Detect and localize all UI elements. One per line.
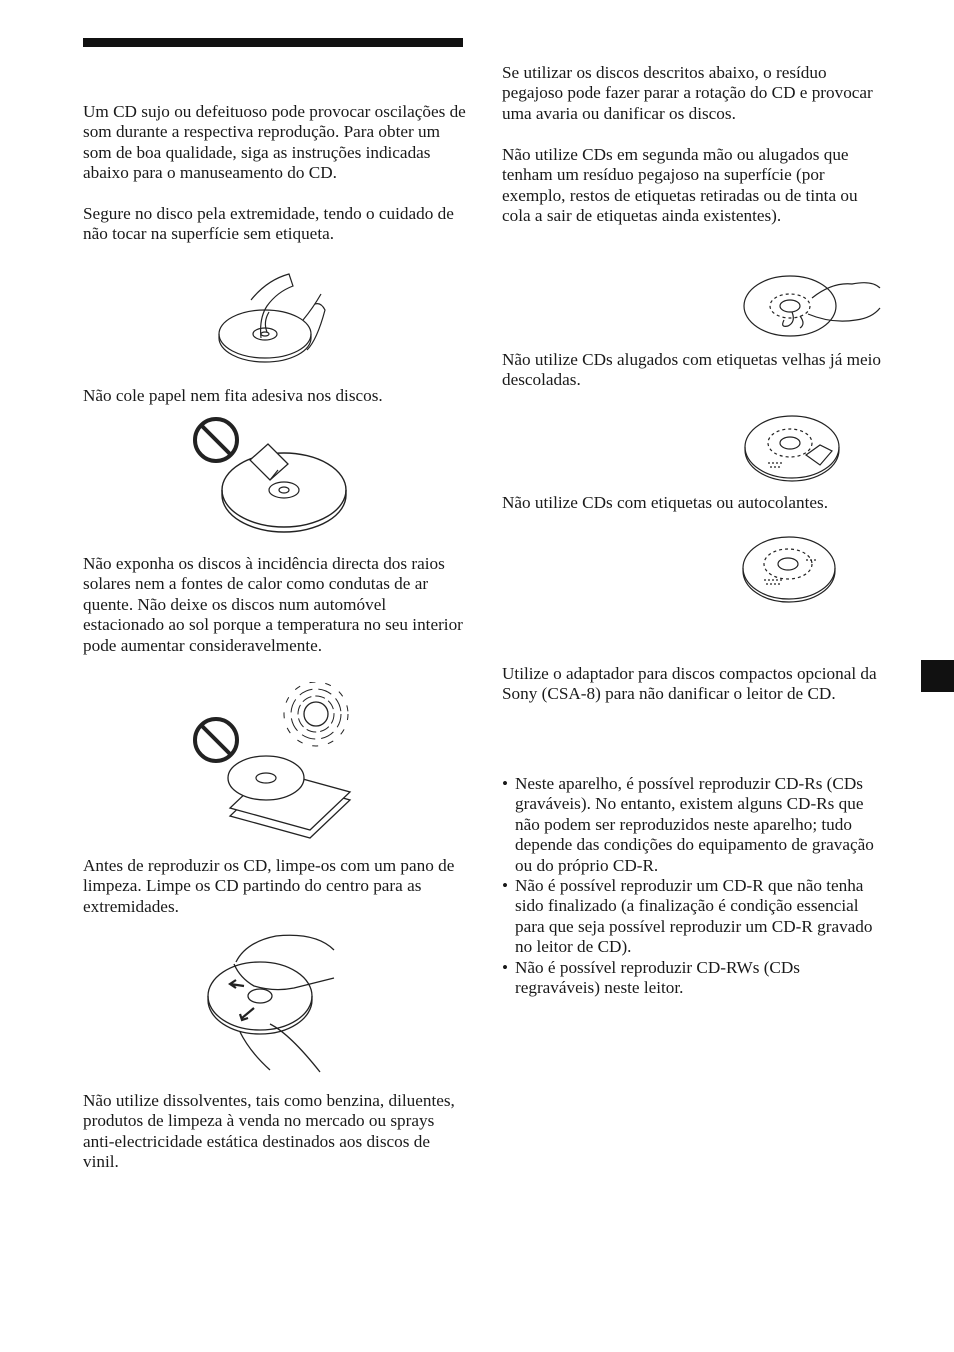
list-item: • Não é possível reproduzir CD-RWs (CDs regraváveis) neste leitor. (502, 958, 887, 999)
no-paper-paragraph: Não cole papel nem fita adesiva nos discos. (83, 386, 383, 405)
sticky-residue-paragraph: Se utilizar os discos descritos abaixo, o resíduo pegajoso pode fazer parar a rotação do CD e provocar uma avaria ou danificar os discos. (502, 63, 873, 123)
hold-disc-illustration (215, 272, 330, 372)
no-tape-illustration (190, 414, 350, 536)
peeling-label-disc-illustration (742, 413, 842, 483)
old-labels-paragraph: Não utilize CDs alugados com etiquetas velhas já meio descoladas. (502, 350, 881, 390)
no-sun-paragraph: Não exponha os discos à incidência directa dos raios solares nem a fontes de calor como condutas de ar quente. Não deixe os discos num automóvel estacionado ao sol porque a temperatura no seu interior pode aumentar consideravelmente. (83, 554, 463, 655)
sticky-disc-illustration (742, 270, 882, 342)
page-edge-tab (921, 660, 954, 692)
no-heat-illustration (190, 682, 360, 840)
intro-paragraph: Um CD sujo ou defeituoso pode provocar oscilações de som durante a respectiva reprodução. Para obter um som de boa qualidade, siga as instruções indicadas abaixo para o manuseamento do CD. (83, 102, 466, 183)
hold-disc-paragraph: Segure no disco pela extremidade, tendo o cuidado de não tocar na superfície sem etiqueta. (83, 204, 454, 244)
clean-disc-illustration (200, 924, 345, 1074)
clean-paragraph: Antes de reproduzir os CD, limpe-os com um pano de limpeza. Limpe os CD partindo do centro para as extremidades. (83, 856, 455, 916)
stickers-paragraph: Não utilize CDs com etiquetas ou autocolantes. (502, 493, 829, 512)
no-solvents-paragraph: Não utilize dissolventes, tais como benzina, diluentes, produtos de limpeza à venda no mercado ou sprays anti-electricidade estática destinados aos discos de vinil. (83, 1091, 455, 1172)
sticker-disc-illustration (740, 534, 838, 604)
list-item: • Neste aparelho, é possível reproduzir CD-Rs (CDs graváveis). No entanto, existem alguns CD-Rs que não podem ser reproduzidos neste aparelho; tudo depende das condições do equipamento de gravação ou do próprio CD-R. (502, 774, 887, 876)
adapter-paragraph: Utilize o adaptador para discos compactos opcional da Sony (CSA-8) para não danificar o leitor de CD. (502, 664, 877, 704)
section-header-rule (83, 38, 463, 47)
used-cds-paragraph: Não utilize CDs em segunda mão ou alugados que tenham um resíduo pegajoso na superfície (por exemplo, restos de etiquetas retiradas ou de tinta ou cola a sair de etiquetas ainda existentes). (502, 145, 858, 226)
list-item: • Não é possível reproduzir um CD-R que não tenha sido finalizado (a finalização é condição essencial para que seja possível reproduzir um CD-R gravado no leitor de CD). (502, 876, 887, 958)
cdr-notes-list (502, 774, 887, 998)
